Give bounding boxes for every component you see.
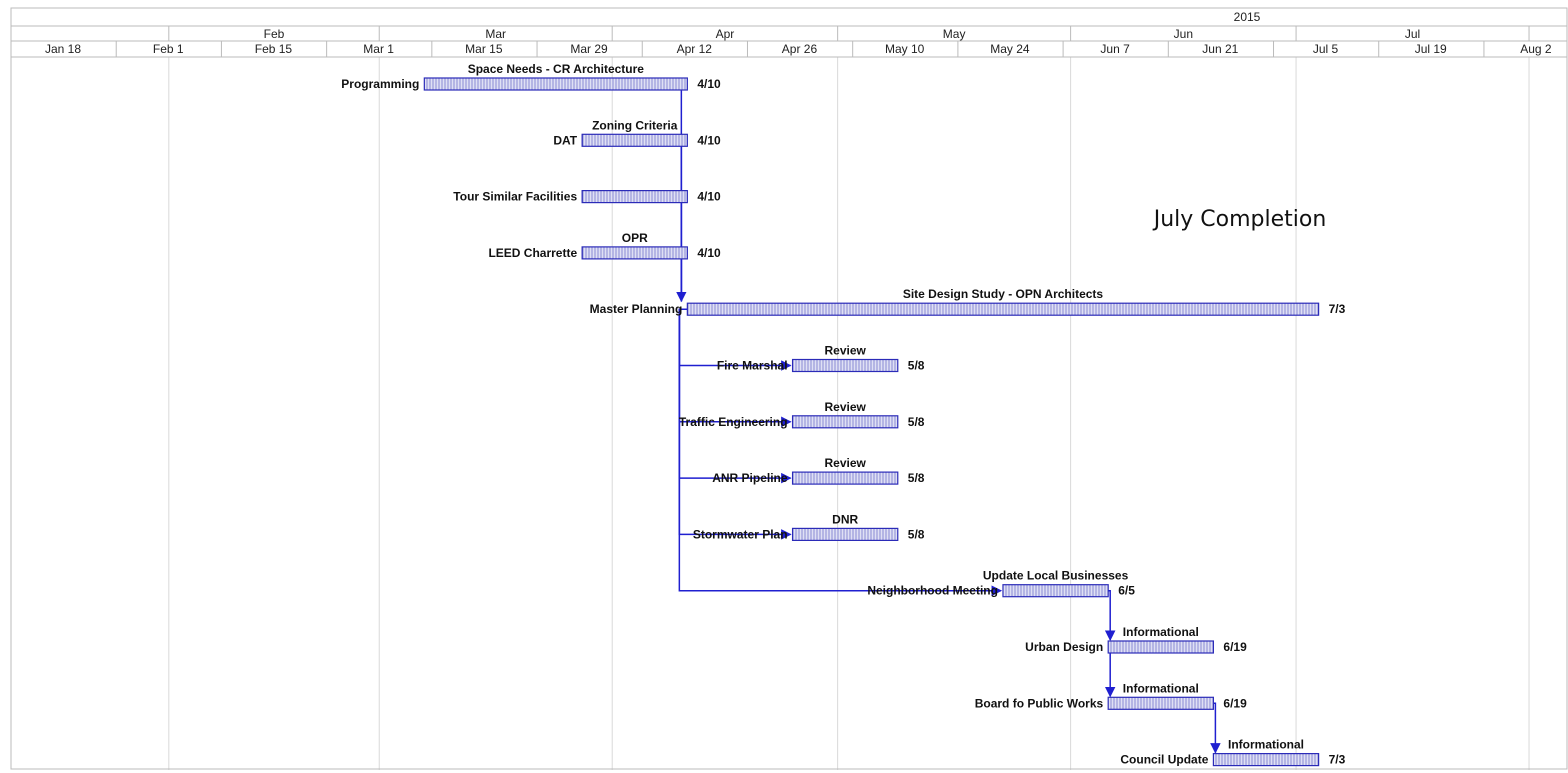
task-bar-programming: [424, 78, 687, 90]
dependency-link: [679, 309, 790, 365]
month-label: Jun: [1173, 27, 1194, 41]
task-name-fire: Fire Marshal: [716, 358, 788, 373]
task-bars: [341, 62, 1345, 767]
week-tick-label: Mar 15: [465, 42, 503, 56]
task-subtitle-master: Site Design Study - OPN Architects: [902, 287, 1104, 302]
month-label: May: [942, 27, 966, 41]
task-subtitle-fire: Review: [824, 343, 866, 358]
task-end-label-neighborhood: 6/5: [1118, 583, 1135, 598]
task-name-urban: Urban Design: [1025, 640, 1104, 654]
task-name-storm: Stormwater Plan: [692, 527, 788, 542]
week-tick-label: Mar 1: [363, 42, 394, 56]
task-name-master: Master Planning: [589, 302, 683, 317]
task-end-label-anr: 5/8: [907, 471, 925, 486]
task-subtitle-traffic: Review: [824, 399, 866, 414]
task-end-label-traffic: 5/8: [907, 414, 925, 429]
timescale-header: [11, 8, 1567, 769]
dependency-link: [1213, 703, 1215, 752]
week-tick-label: Apr 12: [676, 42, 712, 56]
task-name-dat: DAT: [553, 133, 578, 148]
week-tick-label: Jun 21: [1202, 42, 1239, 56]
task-subtitle-dat: Zoning Criteria: [592, 118, 678, 133]
dependency-link: [681, 253, 687, 301]
task-name-traffic: Traffic Engineering: [678, 414, 788, 429]
task-end-label-leed: 4/10: [697, 245, 721, 260]
task-bar-dat: [582, 134, 687, 146]
task-bar-tour: [582, 191, 687, 203]
task-end-label-council: 7/3: [1328, 752, 1346, 767]
task-bar-anr: [793, 472, 898, 484]
task-bar-leed: [582, 247, 687, 259]
task-bar-fire: [793, 360, 898, 372]
task-end-label-storm: 5/8: [907, 527, 925, 542]
week-tick-label: Apr 26: [781, 42, 818, 56]
task-subtitle-urban: Informational: [1122, 625, 1199, 639]
task-end-label-tour: 4/10: [697, 189, 721, 204]
task-end-label-master: 7/3: [1328, 302, 1346, 317]
week-tick-label: Mar 29: [570, 42, 608, 56]
task-name-council: Council Update: [1120, 752, 1209, 767]
task-name-neighborhood: Neighborhood Meeting: [867, 583, 998, 598]
month-label: Jul: [1404, 27, 1421, 41]
month-label: Feb: [263, 27, 285, 41]
week-tick-label: May 10: [885, 42, 925, 56]
task-end-label-urban: 6/19: [1223, 640, 1247, 654]
task-bar-master: [687, 303, 1318, 315]
task-bar-board: [1108, 697, 1213, 709]
task-name-leed: LEED Charrette: [488, 245, 578, 260]
dependency-link: [679, 309, 790, 478]
task-bar-neighborhood: [1003, 585, 1108, 597]
week-tick-label: May 24: [990, 42, 1030, 56]
dependency-link: [681, 140, 687, 301]
chart-frame: [11, 8, 1567, 769]
task-end-label-dat: 4/10: [697, 133, 721, 148]
week-tick-label: Jan 18: [44, 42, 82, 56]
task-name-programming: Programming: [341, 77, 420, 91]
task-bar-storm: [793, 528, 898, 540]
task-subtitle-programming: Space Needs - CR Architecture: [467, 62, 644, 76]
task-subtitle-anr: Review: [824, 456, 866, 471]
year-label: 2015: [1233, 10, 1261, 24]
month-label: Apr: [715, 27, 735, 41]
week-tick-label: Jun 7: [1100, 42, 1130, 56]
task-subtitle-neighborhood: Update Local Businesses: [982, 568, 1129, 583]
task-bar-traffic: [793, 416, 898, 428]
task-name-anr: ANR Pipeline: [712, 471, 788, 486]
dependency-link: [1108, 591, 1110, 640]
task-bar-council: [1213, 754, 1318, 766]
task-end-label-board: 6/19: [1223, 696, 1247, 711]
week-tick-label: Feb 1: [152, 42, 184, 56]
task-subtitle-storm: DNR: [832, 512, 859, 527]
task-subtitle-board: Informational: [1122, 681, 1199, 696]
task-subtitle-council: Informational: [1227, 737, 1305, 752]
week-tick-label: Feb 15: [254, 42, 293, 56]
month-label: Mar: [485, 27, 507, 41]
task-subtitle-leed: OPR: [621, 230, 648, 245]
task-name-board: Board fo Public Works: [974, 696, 1104, 711]
chart-annotation: July Completion: [1153, 207, 1327, 232]
task-end-label-fire: 5/8: [907, 358, 925, 373]
week-tick-label: Aug 2: [1520, 42, 1552, 56]
task-end-label-programming: 4/10: [697, 77, 721, 91]
task-name-tour: Tour Similar Facilities: [453, 189, 578, 204]
week-tick-label: Jul 19: [1414, 42, 1447, 56]
task-bar-urban: [1108, 641, 1213, 653]
week-tick-label: Jul 5: [1312, 42, 1339, 56]
